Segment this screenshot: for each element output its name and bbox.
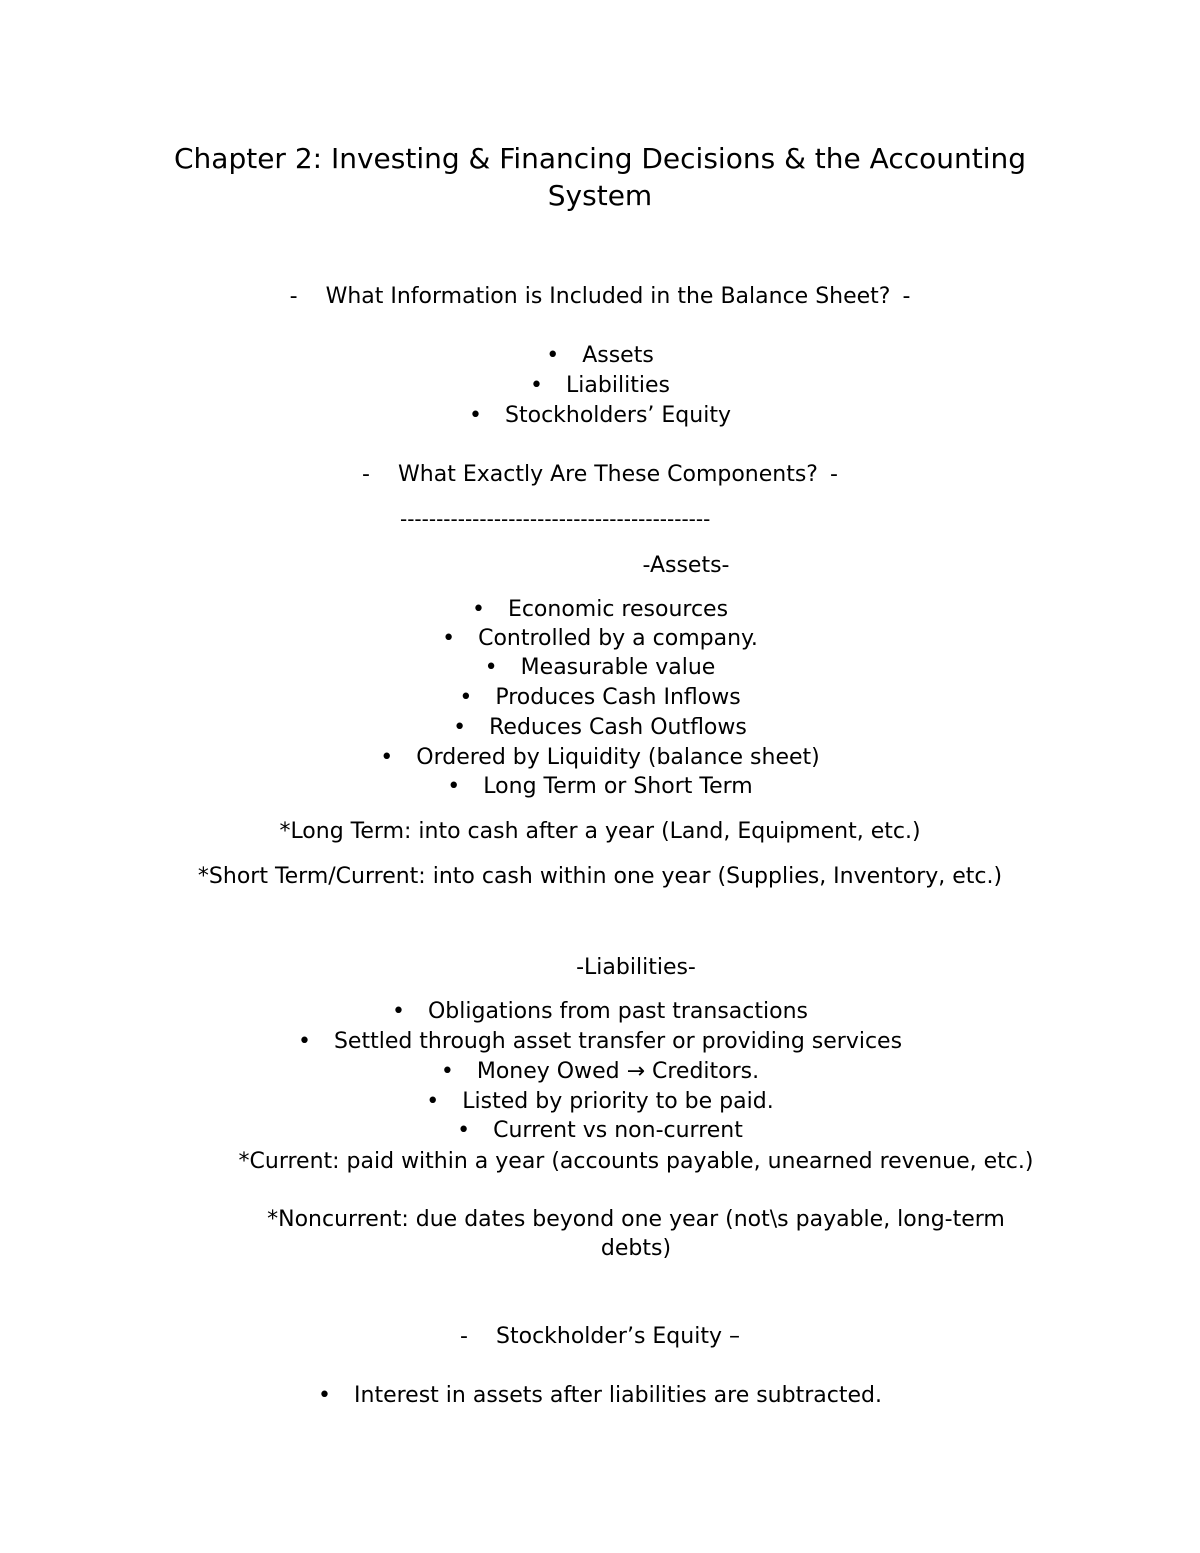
list-item <box>120 342 1080 370</box>
separator-line: ------------------------------------------- <box>400 507 711 531</box>
list-item-text: Assets <box>582 343 654 368</box>
question-heading-balance-sheet <box>120 283 1080 311</box>
question-text: What Exactly Are These Components? <box>398 462 818 487</box>
section-heading-equity <box>120 1323 1080 1351</box>
list-item-text: Obligations from past transactions <box>427 999 808 1024</box>
list-item <box>120 998 1080 1026</box>
list-item-text: Money Owed → Creditors. <box>476 1059 760 1084</box>
bullet-icon: • <box>546 343 560 368</box>
dash-marker: - <box>460 1324 468 1349</box>
list-item <box>120 1088 1080 1116</box>
note-current: *Current: paid within a year (accounts payable, unearned revenue, etc.) <box>238 1149 1034 1174</box>
dash-marker: - <box>902 284 911 309</box>
dash-marker: - <box>362 462 370 487</box>
list-item-text: Long Term or Short Term <box>483 774 753 799</box>
list-item-text: Stockholders’ Equity <box>505 403 731 428</box>
section-heading-assets: -Assets- <box>642 553 730 578</box>
bullet-icon: • <box>442 626 456 651</box>
bullet-icon: • <box>471 597 485 622</box>
dash-marker: - <box>830 462 838 487</box>
list-item-text: Controlled by a company. <box>478 626 758 651</box>
list-item-text: Measurable value <box>520 655 716 680</box>
list-item-text: Liabilities <box>566 373 670 398</box>
bullet-icon: • <box>426 1089 440 1114</box>
list-item <box>120 714 1080 742</box>
dash-marker: - <box>289 284 298 309</box>
list-item-text: Current vs non-current <box>493 1118 743 1143</box>
list-item-text: Interest in assets after liabilities are subtracted. <box>354 1383 882 1408</box>
list-item <box>120 1382 1080 1410</box>
bullet-icon: • <box>380 745 394 770</box>
list-item <box>120 684 1080 712</box>
bullet-icon: • <box>440 1059 454 1084</box>
question-text: What Information is Included in the Balance Sheet? <box>325 284 891 309</box>
list-item-text: Listed by priority to be paid. <box>462 1089 774 1114</box>
page-title: Chapter 2: Investing & Financing Decisions & the Accounting System <box>173 142 1027 212</box>
list-item-text: Settled through asset transfer or providing services <box>333 1029 903 1054</box>
bullet-icon: • <box>459 685 473 710</box>
bullet-icon: • <box>484 655 498 680</box>
bullet-icon: • <box>469 403 482 428</box>
list-item-text: Economic resources <box>507 597 729 622</box>
list-item-text: Produces Cash Inflows <box>495 685 741 710</box>
list-item <box>120 1028 1080 1056</box>
section-heading-liabilities: -Liabilities- <box>576 955 696 980</box>
list-item <box>120 625 1080 653</box>
list-item <box>120 744 1080 772</box>
bullet-icon: • <box>297 1029 311 1054</box>
question-heading-components <box>120 461 1080 489</box>
list-item <box>120 372 1080 400</box>
list-item <box>120 773 1080 801</box>
note-noncurrent: *Noncurrent: due dates beyond one year (not\s payable, long-term debts) <box>267 1207 1005 1261</box>
bullet-icon: • <box>447 774 461 799</box>
bullet-icon: • <box>453 715 467 740</box>
list-item-text: Reduces Cash Outflows <box>489 715 747 740</box>
section-heading-text: Stockholder’s Equity – <box>496 1324 740 1349</box>
list-item <box>120 1058 1080 1086</box>
list-item <box>120 402 1080 430</box>
list-item <box>120 654 1080 682</box>
note-short-term: *Short Term/Current: into cash within one year (Supplies, Inventory, etc.) <box>197 864 1003 889</box>
bullet-icon: • <box>530 373 544 398</box>
list-item <box>120 1117 1080 1145</box>
list-item-text: Ordered by Liquidity (balance sheet) <box>416 745 820 770</box>
note-long-term: *Long Term: into cash after a year (Land, Equipment, etc.) <box>279 819 921 844</box>
bullet-icon: • <box>457 1118 471 1143</box>
bullet-icon: • <box>391 999 405 1024</box>
bullet-icon: • <box>318 1383 332 1408</box>
list-item <box>120 596 1080 624</box>
